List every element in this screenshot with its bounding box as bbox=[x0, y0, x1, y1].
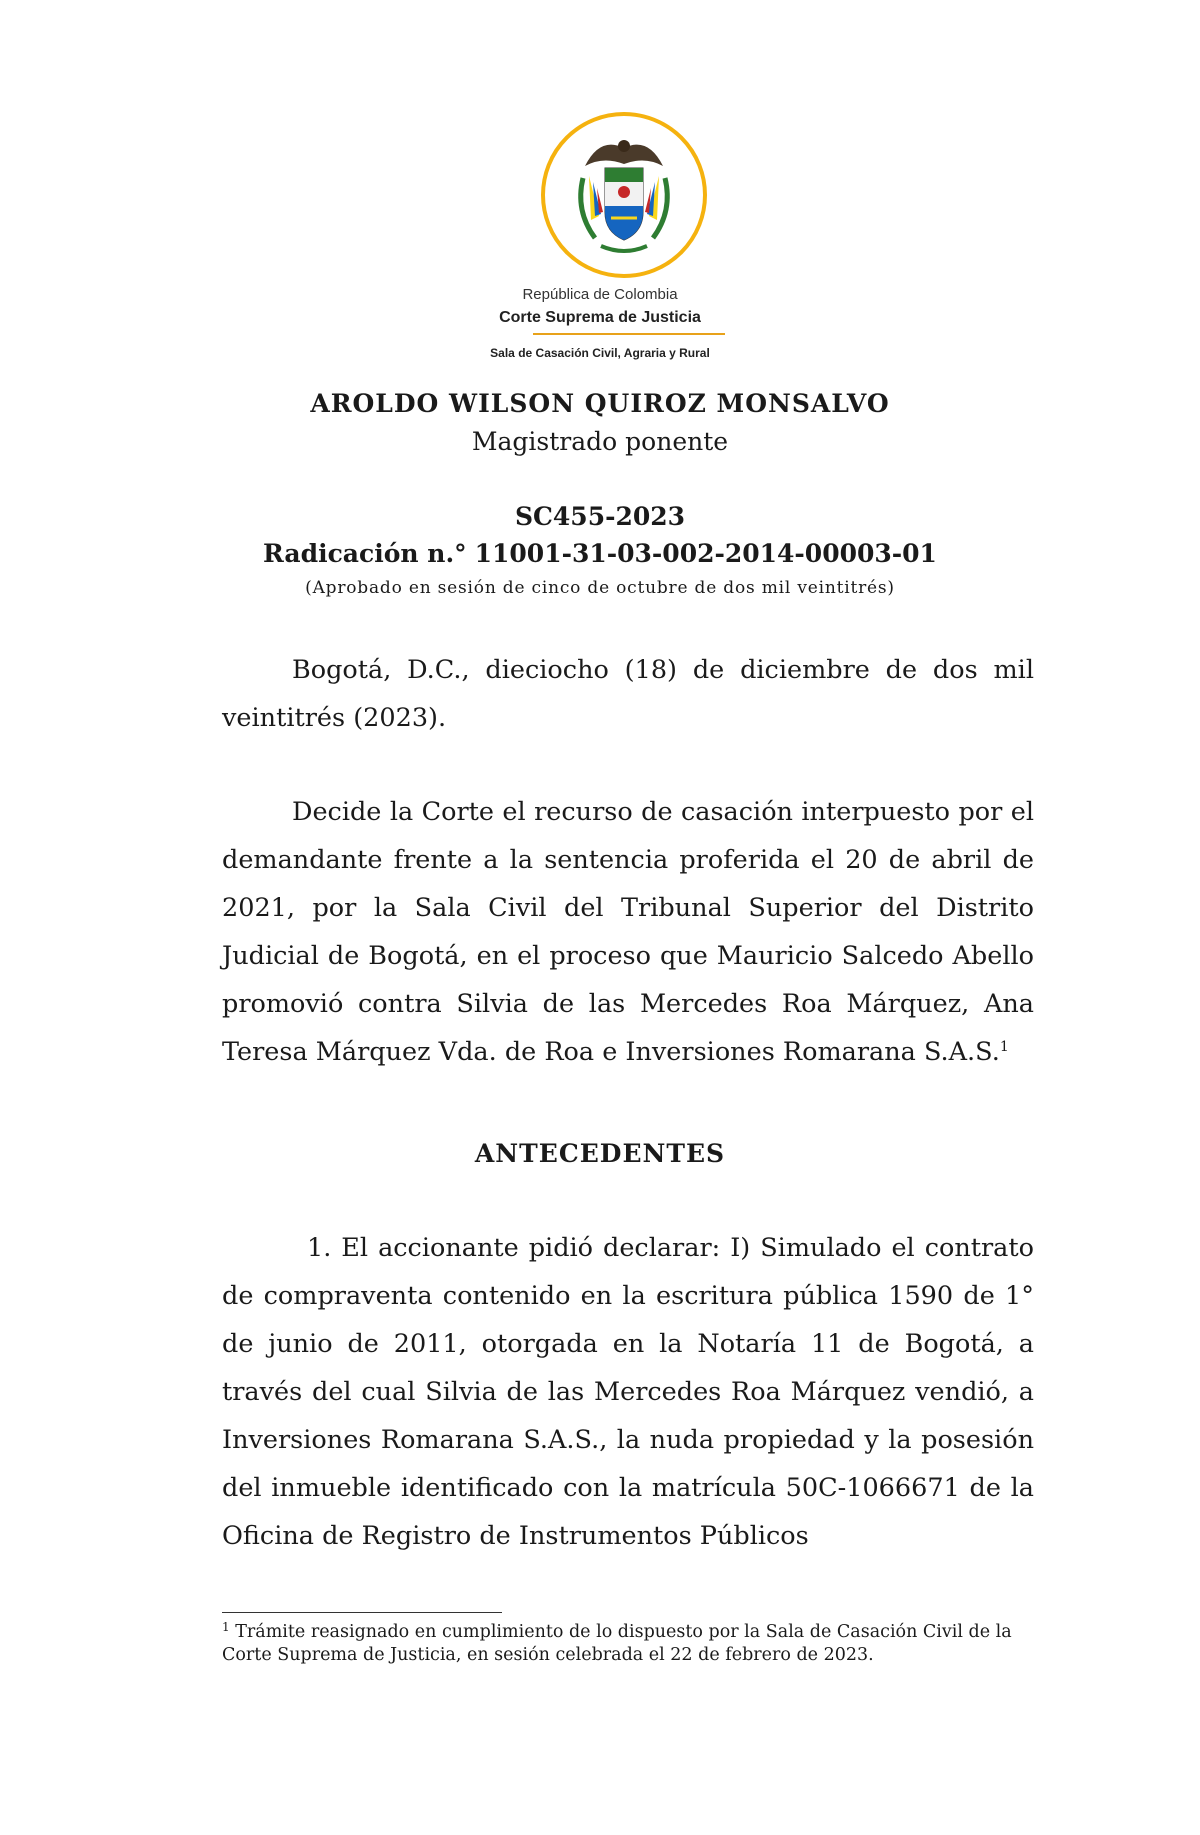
court-name: Corte Suprema de Justicia bbox=[499, 309, 701, 326]
chamber-name: Sala de Casación Civil, Agraria y Rural bbox=[490, 346, 710, 360]
radicacion-number: 11001-31-03-002-2014-00003-01 bbox=[474, 539, 937, 568]
section-heading: ANTECEDENTES bbox=[474, 1139, 726, 1168]
republic-label: República de Colombia bbox=[522, 286, 678, 303]
magistrate-role: Magistrado ponente bbox=[471, 427, 729, 456]
radicacion-line bbox=[0, 539, 1200, 568]
date-paragraph: Bogotá, D.C., dieciocho (18) de diciembre de dos mil veintitrés (2023). bbox=[222, 655, 1034, 733]
footnote-marker: 1 bbox=[222, 1620, 230, 1634]
footnote bbox=[222, 1621, 1034, 1667]
decision-paragraph bbox=[222, 788, 1034, 1076]
coat-of-arms-seal-icon bbox=[541, 112, 707, 278]
approval-note: (Aprobado en sesión de cinco de octubre de dos mil veintitrés) bbox=[305, 578, 895, 598]
footnote-text: Trámite reasignado en cumplimiento de lo dispuesto por la Sala de Casación Civil de la Corte Suprema de Justicia, en sesión celebrada el 22 de febrero de 2023. bbox=[222, 1622, 1012, 1665]
decision-text: Decide la Corte el recurso de casación interpuesto por el demandante frente a la sentencia proferida el 20 de abril de 2021, por la Sala Civil del Tribunal Superior del Distrito Judicial de Bogotá, en el proceso que Mauricio Salcedo Abello promovió contra Silvia de las Mercedes Roa Márquez, Ana Teresa Márquez Vda. de Roa e Inversiones Romarana S.A.S. bbox=[222, 797, 1034, 1067]
magistrate-name: AROLDO WILSON QUIROZ MONSALVO bbox=[310, 389, 890, 418]
case-number: SC455-2023 bbox=[514, 502, 686, 531]
header-divider bbox=[533, 333, 725, 335]
antecedent-item-1: 1. El accionante pidió declarar: I) Simulado el contrato de compraventa contenido en la escritura pública 1590 de 1° de junio de 2011, otorgada en la Notaría 11 de Bogotá, a través del cual Silvia de las Mercedes Roa Márquez vendió, a Inversiones Romarana S.A.S., la nuda propiedad y la posesión del inmueble identificado con la matrícula 50C-1066671 de la Oficina de Registro de Instrumentos Públicos bbox=[222, 1233, 1034, 1551]
footnote-reference[interactable]: 1 bbox=[999, 1039, 1009, 1055]
radicacion-label: Radicación n.° bbox=[263, 539, 467, 568]
footnote-divider bbox=[222, 1612, 502, 1613]
